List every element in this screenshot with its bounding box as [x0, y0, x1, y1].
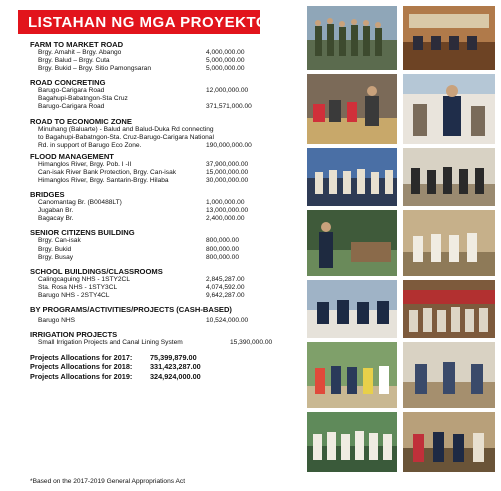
project-label: Himanglos River, Brgy. Santarin-Brgy. Hilaba: [38, 177, 169, 185]
project-label: Himanglos River, Brgy. Pob. I -II: [38, 160, 132, 168]
project-row: [30, 169, 310, 177]
event-photo: [403, 74, 495, 144]
event-photo: [403, 6, 495, 70]
allocation-totals: [30, 353, 310, 381]
page-title: LISTAHAN NG MGA PROYEKTO: [28, 14, 269, 31]
section-title: SENIOR CITIZENS BUILDING: [30, 228, 135, 238]
project-amount: 4,074,592.00: [206, 283, 245, 291]
event-photo: [307, 6, 397, 70]
project-row: [30, 103, 310, 111]
project-row: [30, 134, 310, 142]
project-label: Brgy. Busay: [38, 253, 74, 261]
event-photo: [403, 280, 495, 338]
project-label: Canomantag Br. (B00488LT): [38, 199, 122, 207]
project-label: Can-isak River Bank Protection, Brgy. Can-isak: [38, 168, 177, 176]
project-label: Small Irrigation Projects and Canal Lining System: [38, 339, 183, 347]
project-amount: 190,000,000.00: [206, 141, 252, 149]
project-row: [30, 65, 310, 73]
project-amount: 800,000.00: [206, 245, 240, 253]
total-label: Projects Allocations for 2019:: [30, 371, 133, 381]
project-amount: 5,000,000.00: [206, 57, 245, 65]
project-amount: 37,900,000.00: [206, 160, 249, 168]
section-irrigation-projects: [30, 330, 310, 347]
project-label: Barugo NHS - 2STY4CL: [38, 291, 110, 299]
section-road-to-economic-zone: [30, 117, 310, 150]
project-row: [30, 246, 310, 254]
project-label: Rd. in support of Barugo Eco Zone.: [38, 141, 142, 149]
section-farm-to-market-road: [30, 40, 310, 73]
project-amount: 2,845,287.00: [206, 275, 245, 283]
project-label: Brgy. Bukid – Brgy. Sitio Pamongsaran: [38, 65, 152, 73]
section-title: FLOOD MANAGEMENT: [30, 151, 114, 161]
project-row: [30, 254, 310, 262]
project-amount: 13,000,000.00: [206, 207, 249, 215]
footnote: *Based on the 2017-2019 General Appropriations Act: [30, 478, 186, 485]
project-row: [30, 57, 310, 65]
total-amount: 324,924,000.00: [150, 371, 201, 381]
project-list: [30, 40, 310, 381]
section-title: SCHOOL BUILDINGS/CLASSROOMS: [30, 266, 163, 276]
event-photo: [307, 342, 397, 408]
section-road-concreting: [30, 78, 310, 111]
event-photo: [403, 148, 495, 206]
project-label: Brgy. Amahit – Brgy. Abango: [38, 49, 122, 56]
total-row: [30, 362, 310, 371]
project-label: Barugo-Carigara Road: [38, 87, 105, 95]
project-label: Minuhang (Baluarte) - Balud and Balud-Duka Rd connecting: [38, 125, 214, 133]
event-photo: [307, 280, 397, 338]
project-label: Barugo-Carigara Road: [38, 103, 105, 111]
project-amount: 5,000,000.00: [206, 65, 245, 73]
section-bridges: [30, 190, 310, 223]
project-amount: 2,400,000.00: [206, 215, 245, 223]
project-amount: 1,000,000.00: [206, 199, 245, 207]
total-amount: 331,423,287.00: [150, 362, 201, 372]
project-row: [30, 49, 310, 57]
title-banner: [18, 10, 269, 34]
project-amount: 371,571,000.00: [206, 103, 252, 111]
project-amount: 10,524,000.00: [206, 316, 249, 324]
project-label: Bagacay Br.: [38, 215, 74, 223]
section-senior-citizens-building: [30, 228, 310, 261]
section-title: IRRIGATION PROJECTS: [30, 330, 118, 340]
project-label: Calingcaguing NHS - 1STY2CL: [38, 275, 130, 283]
project-amount: 800,000.00: [206, 237, 240, 245]
project-label: Sta. Rosa NHS - 1STY3CL: [38, 283, 118, 291]
section-flood-management: [30, 152, 310, 185]
project-row: [30, 177, 310, 185]
section-title: BY PROGRAMS/ACTIVITIES/PROJECTS (CASH-BASED): [30, 304, 232, 314]
section-school-buildings: [30, 267, 310, 300]
project-row: [30, 292, 310, 300]
project-label: Bagahupi-Babatngon-Sta Cruz: [38, 95, 128, 103]
total-amount: 75,399,879.00: [150, 353, 197, 363]
project-row: [30, 317, 310, 325]
project-amount: 15,000,000.00: [206, 168, 249, 176]
project-row: [30, 207, 310, 215]
project-row: [30, 276, 310, 284]
project-amount: 800,000.00: [206, 253, 240, 261]
project-label: Brgy. Bukid: [38, 245, 72, 253]
event-photo: [307, 148, 397, 206]
event-photo: [307, 74, 397, 144]
event-photo: [403, 342, 495, 408]
project-amount: 30,000,000.00: [206, 177, 249, 185]
project-label: Jugaban Br.: [38, 207, 74, 215]
section-title: ROAD TO ECONOMIC ZONE: [30, 116, 132, 126]
project-label: Brgy. Balud – Brgy. Cuta: [38, 57, 110, 65]
project-row: [30, 142, 310, 150]
event-photo: [403, 210, 495, 276]
project-row: [30, 87, 310, 95]
section-title: FARM TO MARKET ROAD: [30, 40, 124, 49]
project-row: [30, 215, 310, 223]
total-label: Projects Allocations for 2018:: [30, 362, 133, 372]
total-row: [30, 372, 310, 381]
project-row: [30, 339, 310, 347]
project-row: [30, 199, 310, 207]
project-label: Brgy. Can-isak: [38, 237, 81, 245]
project-row: [30, 161, 310, 169]
total-row: [30, 353, 310, 362]
project-row: [30, 237, 310, 245]
event-photo: [307, 210, 397, 276]
section-title: BRIDGES: [30, 190, 65, 200]
project-row: [30, 126, 310, 134]
section-programs-activities-projects: [30, 305, 310, 325]
project-amount: 4,000,000.00: [206, 49, 245, 56]
event-photo: [307, 412, 397, 472]
project-label: to Bagahupi-Babatngon-Sta. Cruz-Barugo-Carigara National: [38, 133, 214, 141]
project-row: [30, 95, 310, 103]
project-amount: 12,000,000.00: [206, 87, 249, 95]
section-title: ROAD CONCRETING: [30, 78, 106, 88]
project-label: Barugo NHS: [38, 316, 76, 324]
project-amount: 15,390,000.00: [230, 339, 273, 347]
event-photo: [403, 412, 495, 472]
project-amount: 9,642,287.00: [206, 291, 245, 299]
project-row: [30, 284, 310, 292]
total-label: Projects Allocations for 2017:: [30, 353, 133, 363]
